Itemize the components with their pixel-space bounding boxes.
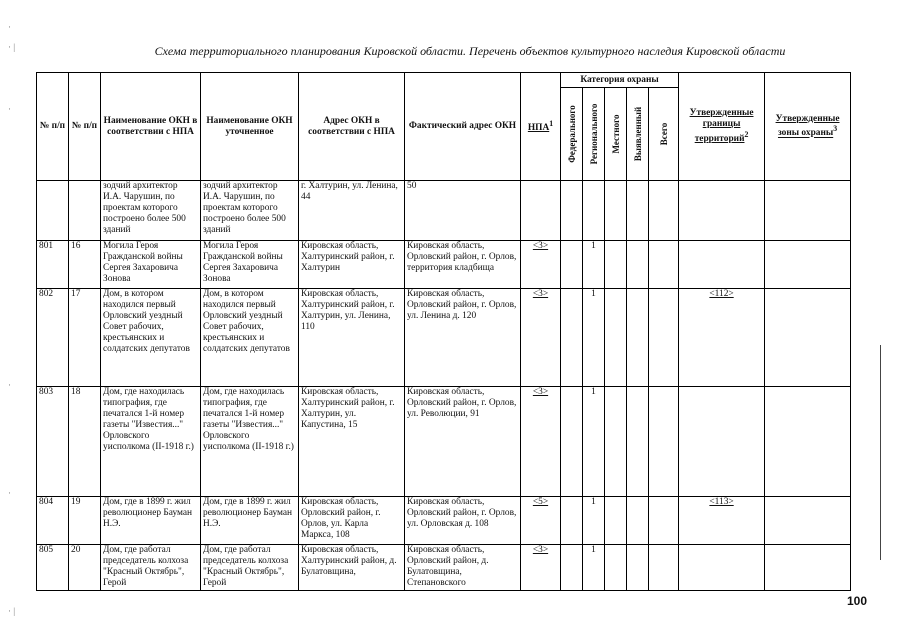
cell-num-local: 18 [69, 387, 101, 497]
col-header-regional: Регионального [583, 88, 605, 181]
table-row [37, 497, 851, 545]
cell-territory [679, 545, 765, 591]
cell-name-specified: Дом, где работал председатель колхоза "Красный Октябрь", Герой [201, 545, 299, 591]
cell-territory [679, 387, 765, 497]
cell-address-actual: Кировская область, Орловский район, г. Орлов, ул. Орловская д. 108 [405, 497, 521, 545]
cell-local [605, 289, 627, 387]
cell-name-specified: Дом, в котором находился первый Орловский уездный Совет рабочих, крестьянских и солдатских депутатов [201, 289, 299, 387]
cell-num: 801 [37, 241, 69, 289]
col-header-address-actual: Фактический адрес ОКН [405, 73, 521, 181]
col-header-num-local: № п/п [69, 73, 101, 181]
cell-identified [627, 497, 649, 545]
cell-npa [521, 181, 561, 241]
cell-local [605, 241, 627, 289]
cell-local [605, 497, 627, 545]
cell-territory: <112> [679, 289, 765, 387]
cell-identified [627, 387, 649, 497]
cell-zones [765, 545, 851, 591]
cell-federal [561, 545, 583, 591]
cell-local [605, 387, 627, 497]
cell-local [605, 181, 627, 241]
cell-zones [765, 289, 851, 387]
cell-total [649, 289, 679, 387]
table-row [37, 181, 851, 241]
cell-federal [561, 387, 583, 497]
cell-regional: 1 [583, 241, 605, 289]
cell-address-npa: Кировская область, Орловский район, г. Орлов, ул. Карла Маркса, 108 [299, 497, 405, 545]
cell-num-local: 17 [69, 289, 101, 387]
cell-regional: 1 [583, 497, 605, 545]
cell-name-npa: Могила Героя Гражданской войны Сергея Захаровича Зонова [101, 241, 201, 289]
col-header-name-npa: Наименование ОКН в соответствии с НПА [101, 73, 201, 181]
cell-num-local: 19 [69, 497, 101, 545]
col-header-identified: Выявленный [627, 88, 649, 181]
col-header-federal: Федерального [561, 88, 583, 181]
cell-name-specified: Могила Героя Гражданской войны Сергея Захаровича Зонова [201, 241, 299, 289]
cell-address-actual: 50 [405, 181, 521, 241]
cell-total [649, 181, 679, 241]
cell-name-specified: Дом, где в 1899 г. жил революционер Бауман Н.Э. [201, 497, 299, 545]
cell-regional: 1 [583, 387, 605, 497]
cell-total [649, 497, 679, 545]
cell-federal [561, 289, 583, 387]
cell-identified [627, 545, 649, 591]
cell-address-npa: Кировская область, Халтуринский район, г. Халтурин, ул. Ленина, 110 [299, 289, 405, 387]
cell-total [649, 387, 679, 497]
cell-name-npa: Дом, где работал председатель колхоза "Красный Октябрь", Герой [101, 545, 201, 591]
margin-mark: · [8, 22, 11, 32]
cell-npa: <3> [521, 241, 561, 289]
cell-num-local: 20 [69, 545, 101, 591]
cell-address-actual: Кировская область, Орловский район, г. Орлов, ул. Революции, 91 [405, 387, 521, 497]
col-header-local: Местного [605, 88, 627, 181]
cell-total [649, 241, 679, 289]
cell-name-specified: Дом, где находилась типография, где печатался 1-й номер газеты "Известия..." Орловского уисполкома (II-1918 г.) [201, 387, 299, 497]
heritage-objects-table [36, 72, 851, 591]
cell-address-actual: Кировская область, Орловский район, г. Орлов, ул. Ленина д. 120 [405, 289, 521, 387]
margin-mark: · | [8, 606, 16, 616]
margin-mark: · | [8, 42, 16, 52]
cell-identified [627, 181, 649, 241]
cell-zones [765, 497, 851, 545]
page-number: 100 [846, 594, 867, 608]
cell-address-npa: Кировская область, Халтуринский район, д. Булатовщина, [299, 545, 405, 591]
cell-zones [765, 387, 851, 497]
col-header-territory: Утвержденные границы территорий$^2$ [679, 73, 765, 181]
cell-zones [765, 241, 851, 289]
cell-num: 802 [37, 289, 69, 387]
table-row [37, 289, 851, 387]
cell-num: 804 [37, 497, 69, 545]
col-header-zones: Утвержденные зоны охраны$^3$ [765, 73, 851, 181]
cell-federal [561, 497, 583, 545]
margin-mark: · [8, 104, 11, 114]
cell-npa: <5> [521, 497, 561, 545]
cell-name-npa: Дом, в котором находился первый Орловский уездный Совет рабочих, крестьянских и солдатских депутатов [101, 289, 201, 387]
cell-num: 805 [37, 545, 69, 591]
cell-num-local: 16 [69, 241, 101, 289]
cell-zones [765, 181, 851, 241]
cell-num [37, 181, 69, 241]
cell-npa: <3> [521, 545, 561, 591]
cell-regional: 1 [583, 289, 605, 387]
cell-npa: <3> [521, 387, 561, 497]
cell-territory: <113> [679, 497, 765, 545]
document-title: Схема территориального планирования Кировской области. Перечень объектов культурного наследия Кировской области [154, 44, 786, 58]
cell-name-specified: зодчий архитектор И.А. Чарушин, по проектам которого построено более 500 зданий [201, 181, 299, 241]
col-header-name-specified: Наименование ОКН уточненное [201, 73, 299, 181]
margin-mark: · [8, 488, 11, 498]
cell-num: 803 [37, 387, 69, 497]
cell-num-local [69, 181, 101, 241]
col-header-num: № п/п [37, 73, 69, 181]
cell-federal [561, 241, 583, 289]
cell-address-npa: г. Халтурин, ул. Ленина, 44 [299, 181, 405, 241]
cell-identified [627, 289, 649, 387]
col-header-category-group: Категория охраны [561, 73, 679, 88]
col-header-total: Всего [649, 88, 679, 181]
cell-identified [627, 241, 649, 289]
cell-name-npa: зодчий архитектор И.А. Чарушин, по проектам которого построено более 500 зданий [101, 181, 201, 241]
cell-name-npa: Дом, где в 1899 г. жил революционер Бауман Н.Э. [101, 497, 201, 545]
table-row [37, 241, 851, 289]
cell-address-npa: Кировская область, Халтуринский район, г. Халтурин [299, 241, 405, 289]
cell-total [649, 545, 679, 591]
cell-name-npa: Дом, где находилась типография, где печатался 1-й номер газеты "Известия..." Орловского уисполкома (II-1918 г.) [101, 387, 201, 497]
col-header-address-npa: Адрес ОКН в соответствии с НПА [299, 73, 405, 181]
cell-address-actual: Кировская область, Орловский район, д. Булатовщина, Степановского [405, 545, 521, 591]
cell-address-actual: Кировская область, Орловский район, г. Орлов, территория кладбища [405, 241, 521, 289]
scan-edge-line [880, 345, 881, 560]
cell-regional [583, 181, 605, 241]
cell-local [605, 545, 627, 591]
cell-territory [679, 181, 765, 241]
cell-address-npa: Кировская область, Халтуринский район, г. Халтурин, ул. Капустина, 15 [299, 387, 405, 497]
cell-federal [561, 181, 583, 241]
margin-mark: · [8, 380, 11, 390]
cell-regional: 1 [583, 545, 605, 591]
table-row [37, 545, 851, 591]
table-row [37, 387, 851, 497]
cell-territory [679, 241, 765, 289]
col-header-npa: НПА$^1$ [521, 73, 561, 181]
cell-npa: <3> [521, 289, 561, 387]
